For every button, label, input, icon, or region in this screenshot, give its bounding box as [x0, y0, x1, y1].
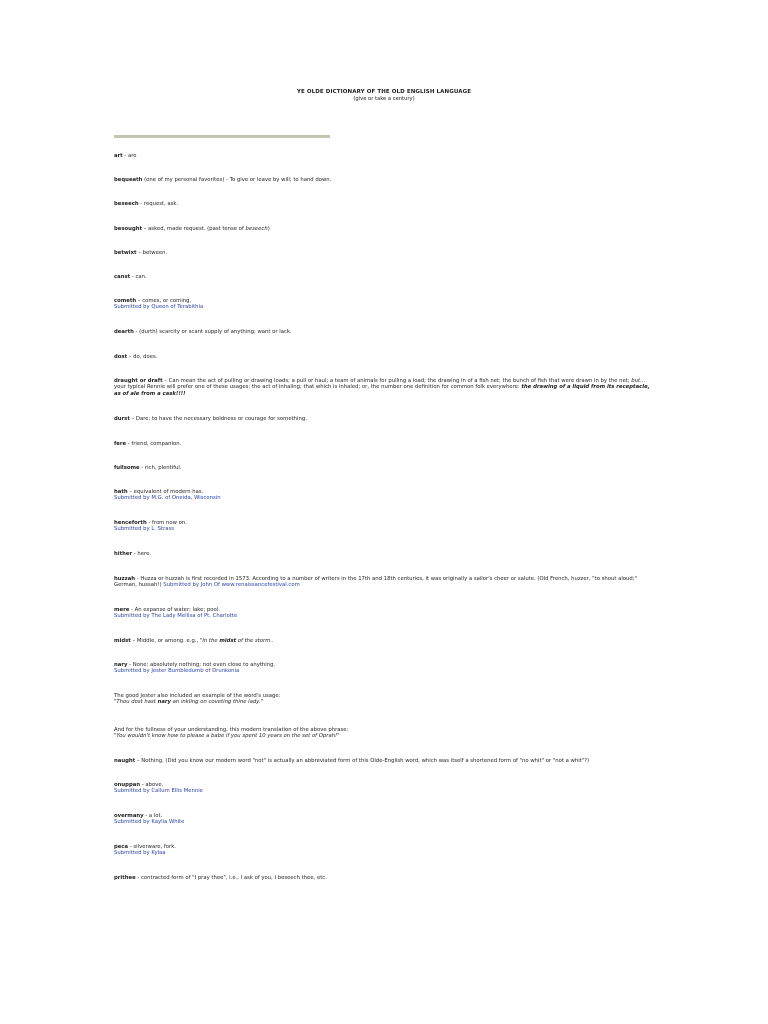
- definition: – asked, made request. (past tense of: [142, 226, 246, 232]
- entry-prithee: [114, 875, 654, 881]
- entry-dearth: [114, 329, 654, 335]
- submitted-by-link[interactable]: Submitted by Jester Bumbledumb of Drunkonia: [114, 668, 240, 675]
- translation-note: [114, 727, 654, 740]
- definition: – comes, or coming.: [136, 298, 192, 304]
- entry-art: [114, 153, 654, 159]
- entry-fullsome: [114, 465, 654, 471]
- term: peca: [114, 844, 129, 850]
- entry-henceforth: [114, 520, 654, 533]
- definition-continued: ... your typical Rennie will prefer one of these usages: the act of inhaling; that which is inhaled; or, the number one definition for common folk everywhere:: [114, 378, 646, 391]
- definition: - An expanse of water; lake; pool.: [129, 607, 220, 613]
- definition: - None; absolutely nothing; not even close to anything.: [127, 662, 276, 668]
- entry-betwixt: [114, 250, 654, 256]
- definition: - request, ask.: [138, 201, 179, 207]
- entry-onuppan: [114, 782, 654, 795]
- term: canst: [114, 274, 131, 280]
- page-header: [0, 89, 768, 103]
- divider: [114, 135, 330, 138]
- term: fullsome: [114, 465, 140, 471]
- entry-peca: [114, 844, 654, 857]
- definition: - above.: [140, 782, 164, 788]
- submitted-by-link[interactable]: Submitted by Kaylia White: [114, 819, 185, 826]
- entry-durst: [114, 416, 654, 422]
- jester-note: [114, 693, 654, 706]
- entry-fere: [114, 441, 654, 447]
- definition: - (durth) scarcity or scant supply of anything; want or lack.: [133, 329, 292, 335]
- definition: – between.: [136, 250, 168, 256]
- term: prithee: [114, 875, 136, 881]
- term: draught or draft: [114, 378, 163, 384]
- entry-nary: [114, 662, 654, 675]
- entry-cometh: [114, 298, 654, 311]
- definition: – Nothing. (Did you know our modern word "not" is actually an abbreviated form of this Olde-English word, which was itself a shortened form of "no whit" or "not a whit"?): [135, 758, 590, 764]
- definition: - silverware, fork.: [128, 844, 176, 850]
- term: durst: [114, 416, 130, 422]
- submitted-by-link[interactable]: Submitted by Queen of Terabithia: [114, 304, 204, 311]
- definition: – Can mean the act of pulling or drawing loads; a pull or haul; a team of animals for pulling a load; the drawing in of a fish net; the bunch of fish that were drawn in by the net;: [162, 378, 632, 384]
- term: bequeath: [114, 177, 143, 183]
- term: naught: [114, 758, 136, 764]
- definition: - contracted form of "I pray thee", i.e., I ask of you, I beseech thee, etc.: [135, 875, 327, 881]
- definition: - Huzza or huzzah is first recorded in 1573. According to a number of writers in the 17th and 18th centuries, it was originally a sailor's cheer or salute. (Old French, huzzer, "to shout aloud;" German, hussah!): [114, 576, 637, 589]
- entry-canst: [114, 274, 654, 280]
- example-quote: [114, 699, 654, 705]
- entry-dost: [114, 354, 654, 360]
- term: henceforth: [114, 520, 147, 526]
- term: beseech: [114, 201, 139, 207]
- term: hath: [114, 489, 128, 495]
- entry-besought: [114, 226, 654, 232]
- submitted-by-link[interactable]: Submitted by John Of www.renaissancefestival.com: [163, 582, 300, 589]
- term: hither: [114, 551, 133, 557]
- example-quote-end: of the storm..: [236, 638, 274, 644]
- definition: - are: [122, 153, 137, 159]
- submitted-by-link[interactable]: Submitted by Callum Ellis Mennie: [114, 788, 203, 795]
- quote-end: an inkling on coveting thine lady.": [170, 699, 264, 706]
- example-keyword: midst: [219, 638, 237, 644]
- term: cometh: [114, 298, 137, 304]
- definition: - a lot.: [143, 813, 163, 819]
- term: dost: [114, 354, 128, 360]
- term: midst: [114, 638, 131, 644]
- quote-keyword: nary: [157, 699, 171, 706]
- quote-start: "Thou dost hast: [114, 699, 158, 706]
- definition: - here.: [132, 551, 152, 557]
- submitted-by-link[interactable]: Submitted by The Lady Mellisa of Pt. Charlotte: [114, 613, 238, 620]
- entry-naught: [114, 758, 654, 764]
- translation-quote: "You wouldn't know how to please a babe if you spent 10 years on the set of Oprah!": [114, 733, 340, 740]
- entry-hath: [114, 489, 654, 502]
- entry-bequeath: [114, 177, 654, 183]
- note-text: The good Jester also included an example of the word's usage:: [114, 693, 281, 699]
- entry-midst: [114, 638, 654, 644]
- term: art: [114, 153, 123, 159]
- term: fere: [114, 441, 127, 447]
- definition: (one of my personal favorites) - To give or leave by will; to hand down.: [142, 177, 332, 183]
- definition: – equivalent of modern has.: [127, 489, 204, 495]
- term: huzzah: [114, 576, 136, 582]
- term: mere: [114, 607, 130, 613]
- definition: - can.: [130, 274, 147, 280]
- term: onuppan: [114, 782, 141, 788]
- page-subtitle: (give or take a century): [353, 96, 415, 102]
- note-text: And for the fullness of your understanding, this modern translation of the above phrase:: [114, 727, 349, 733]
- entry-hither: [114, 551, 654, 557]
- entry-mere: [114, 607, 654, 620]
- example-quote: "In the: [199, 638, 220, 644]
- definition: – do, does.: [127, 354, 158, 360]
- definition: - friend, companion.: [126, 441, 182, 447]
- submitted-by-link[interactable]: Submitted by M.G. of Oneida, Wisconsin: [114, 495, 221, 502]
- entry-beseech: [114, 201, 654, 207]
- definition-end: ): [267, 226, 270, 232]
- term: besought: [114, 226, 143, 232]
- definition: – Dare; to have the necessary boldness or courage for something.: [129, 416, 307, 422]
- definition: – Middle, or among. e.g.,: [130, 638, 200, 644]
- term: nary: [114, 662, 128, 668]
- entry-draught: [114, 378, 654, 397]
- term: dearth: [114, 329, 134, 335]
- term: betwixt: [114, 250, 137, 256]
- submitted-by-link[interactable]: Submitted by Kylaa: [114, 850, 166, 857]
- definition-strong: the drawing of a liquid from its receptacle, as of ale from a cask!!!!: [114, 384, 650, 397]
- definition-emphasis: beseech: [245, 226, 268, 232]
- entry-huzzah: [114, 576, 654, 589]
- submitted-by-link[interactable]: Submitted by L. Strass: [114, 526, 175, 533]
- definition-emphasis: but: [631, 378, 641, 384]
- term: overmany: [114, 813, 144, 819]
- entry-overmany: [114, 813, 654, 826]
- definition: - from now on.: [146, 520, 187, 526]
- page-title: YE OLDE DICTIONARY OF THE OLD ENGLISH LANGUAGE: [296, 89, 472, 95]
- definition: - rich, plentiful.: [139, 465, 182, 471]
